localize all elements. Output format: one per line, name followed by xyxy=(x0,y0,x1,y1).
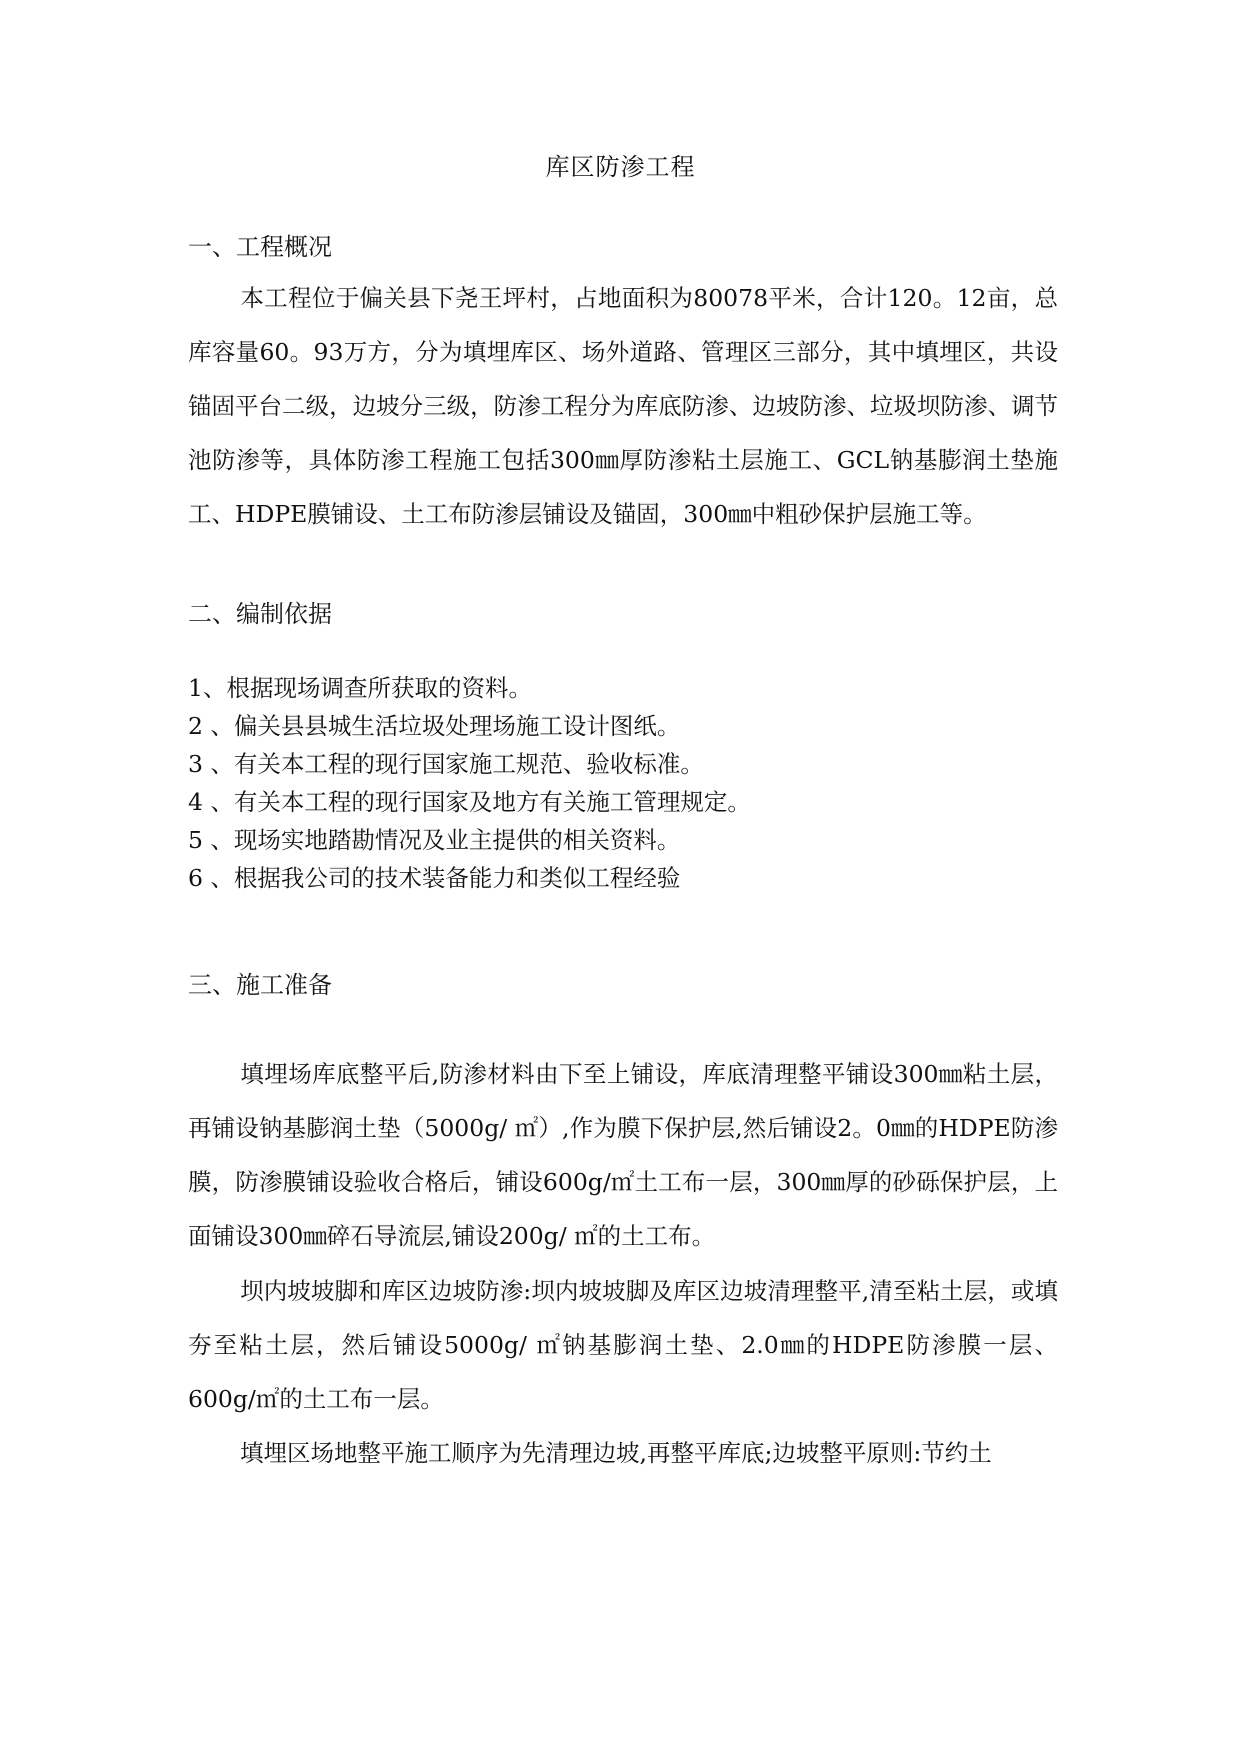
list-item: 1、根据现场调查所获取的资料。 xyxy=(188,674,532,702)
preparation-paragraph-1-text: 填埋场库底整平后,防渗材料由下至上铺设，库底清理整平铺设300㎜粘土层，再铺设钠基膨润土垫（5000g/ ㎡）,作为膜下保护层,然后铺设2。0㎜的HDPE防渗膜，防渗膜铺设验收合格后，铺设600g/㎡土工布一层，300㎜厚的砂砾保护层，上面铺设300㎜碎石导流层,铺设200g/ ㎡的土工布。 xyxy=(188,1060,1058,1250)
preparation-paragraph-3 xyxy=(188,1426,1058,1480)
preparation-paragraph-2 xyxy=(188,1264,1058,1426)
overview-paragraph xyxy=(188,271,1058,541)
preparation-paragraph-1 xyxy=(188,1047,1058,1263)
preparation-paragraph-2-text: 坝内坡坡脚和库区边坡防渗:坝内坡坡脚及库区边坡清理整平,清至粘土层，或填夯至粘土层，然后铺设5000g/ ㎡钠基膨润土垫、2.0㎜的HDPE防渗膜一层、600g/㎡的土工布一层。 xyxy=(188,1277,1058,1413)
basis-list xyxy=(188,669,1058,897)
overview-paragraph-text: 本工程位于偏关县下尧王坪村，占地面积为80078平米，合计120。12亩，总库容量60。93万方，分为填埋库区、场外道路、管理区三部分，其中填埋区，共设锚固平台二级，边坡分三级，防渗工程分为库底防渗、边坡防渗、垃圾坝防渗、调节池防渗等，具体防渗工程施工包括300㎜厚防渗粘土层施工、GCL钠基膨润土垫施工、HDPE膜铺设、土工布防渗层铺设及锚固，300㎜中粗砂保护层施工等。 xyxy=(188,284,1058,528)
document-title: 库区防渗工程 xyxy=(545,153,696,181)
section-heading-preparation: 三、施工准备 xyxy=(188,971,332,999)
list-item: 5 、现场实地踏勘情况及业主提供的相关资料。 xyxy=(188,826,681,854)
list-item: 4 、有关本工程的现行国家及地方有关施工管理规定。 xyxy=(188,788,751,816)
list-item: 6 、根据我公司的技术装备能力和类似工程经验 xyxy=(188,864,681,892)
list-item: 2 、偏关县县城生活垃圾处理场施工设计图纸。 xyxy=(188,712,681,740)
section-heading-basis: 二、编制依据 xyxy=(188,600,332,628)
preparation-paragraph-3-text: 填埋区场地整平施工顺序为先清理边坡,再整平库底;边坡整平原则:节约土 xyxy=(240,1439,992,1467)
section-heading-overview: 一、工程概况 xyxy=(188,233,332,261)
list-item: 3 、有关本工程的现行国家施工规范、验收标准。 xyxy=(188,750,704,778)
